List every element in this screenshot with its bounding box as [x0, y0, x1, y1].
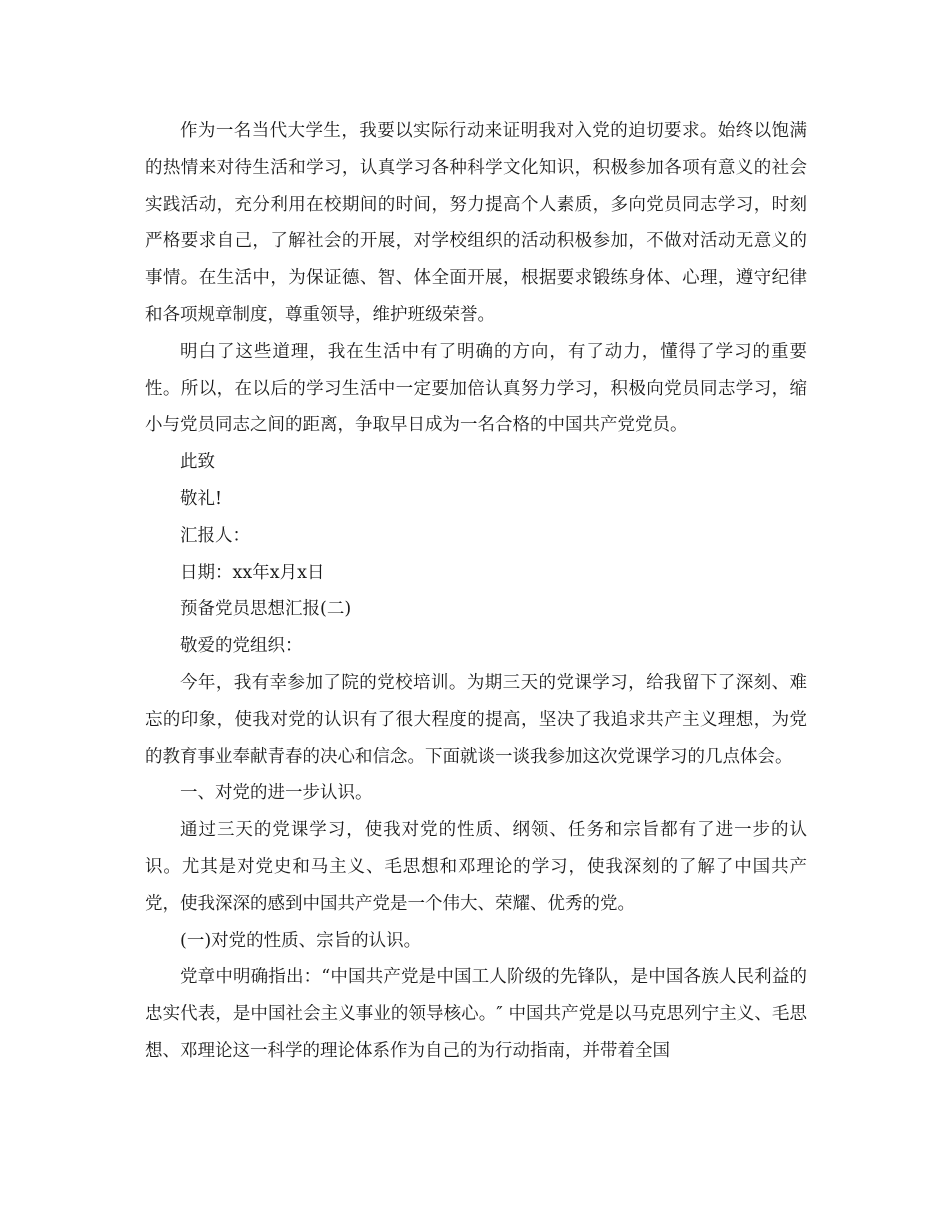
paragraph-understanding: 明白了这些道理，我在生活中有了明确的方向，有了动力，懂得了学习的重要性。所以，在以后的学习生活中一定要加倍认真努力学习，积极向党员同志学习，缩小与党员同志之间的距离，争取早日成为一名合格的中国共产党党员。: [145, 341, 807, 436]
section-title: 预备党员思想汇报(二): [180, 599, 352, 620]
paragraph-charter: 党章中明确指出：“中国共产党是中国工人阶级的先锋队，是中国各族人民利益的忠实代表，是中国社会主义事业的领导核心。″ 中国共产党是以马克思列宁主义、毛思想、邓理论这一科学的理论体系作为自己的为行动指南，并带着全国: [145, 967, 807, 1061]
paragraph-action-commitment: 作为一名当代大学生，我要以实际行动来证明我对入党的迫切要求。始终以饱满的热情来对待生活和学习，认真学习各种科学文化知识，积极参加各项有意义的社会实践活动，充分利用在校期间的时间，努力提高个人素质，多向党员同志学习，时刻严格要求自己，了解社会的开展，对学校组织的活动积极参加，不做对活动无意义的事情。在生活中，为保证德、智、体全面开展，根据要求锻练身体、心理，遵守纪律和各项规章制度，尊重领导，维护班级荣誉。: [145, 121, 807, 325]
date-line: 日期：xx年x月x日: [180, 562, 325, 583]
closing-respect: 敬礼!: [180, 488, 223, 509]
subheading-nature: (一)对党的性质、宗旨的认识。: [180, 930, 422, 951]
document-body: [145, 113, 807, 1070]
greeting: 敬爱的党组织：: [180, 636, 303, 657]
closing-salutation: 此致: [180, 452, 215, 473]
paragraph-training: 今年，我有幸参加了院的党校培训。为期三天的党课学习，给我留下了深刻、难忘的印象，使我对党的认识有了很大程度的提高，坚决了我追求共产主义理想，为党的教育事业奉献青春的决心和信念。下面就谈一谈我参加这次党课学习的几点体会。: [145, 672, 807, 767]
heading-one: 一、对党的进一步认识。: [180, 783, 373, 804]
reporter-label: 汇报人：: [180, 525, 250, 546]
paragraph-party-knowledge: 通过三天的党课学习，使我对党的性质、纲领、任务和宗旨都有了进一步的认识。尤其是对党史和马主义、毛思想和邓理论的学习，使我深刻的了解了中国共产党，使我深深的感到中国共产党是一个伟大、荣耀、优秀的党。: [145, 820, 807, 914]
